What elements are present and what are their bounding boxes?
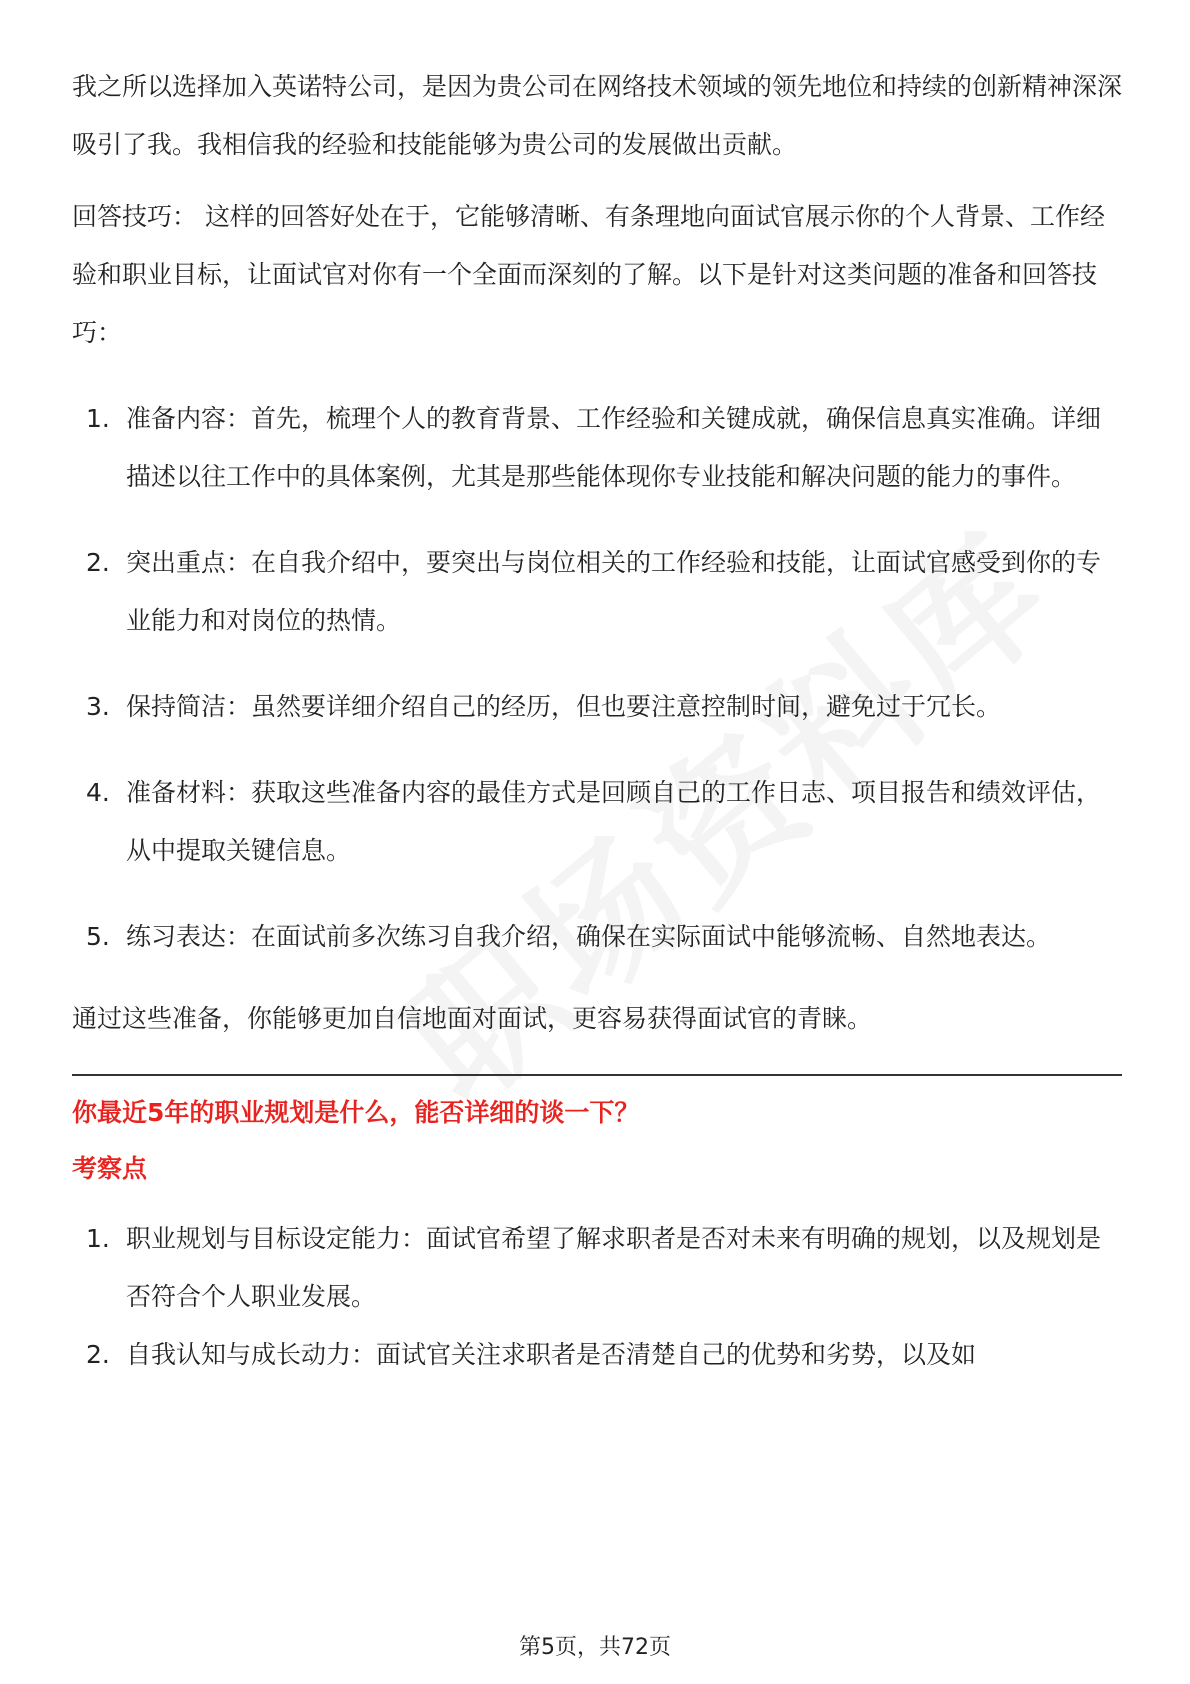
- closing-paragraph: 通过这些准备，你能够更加自信地面对面试，更容易获得面试官的青睐。: [72, 1004, 873, 1033]
- question-heading: 你最近5年的职业规划是什么，能否详细的谈一下？: [72, 1098, 640, 1127]
- list-item: [72, 390, 1122, 506]
- tips-list: [72, 390, 1122, 966]
- list-item-text: 保持简洁：虽然要详细介绍自己的经历，但也要注意控制时间，避免过于冗长。: [126, 692, 1002, 721]
- list-item: [72, 1210, 1122, 1326]
- list-item: [72, 534, 1122, 650]
- points-list: [72, 1210, 1122, 1384]
- list-number: 5.: [86, 922, 110, 951]
- page-footer: 第5页，共72页: [519, 1635, 671, 1660]
- section-label: 考察点: [72, 1154, 148, 1183]
- list-number: 2.: [86, 548, 110, 577]
- tips-paragraph: 回答技巧： 这样的回答好处在于，它能够清晰、有条理地向面试官展示你的个人背景、工作经验和职业目标，让面试官对你有一个全面而深刻的了解。以下是针对这类问题的准备和回答技巧：: [72, 202, 1105, 347]
- list-item-text: 准备材料：获取这些准备内容的最佳方式是回顾自己的工作日志、项目报告和绩效评估，从中提取关键信息。: [126, 778, 1102, 865]
- list-item-text: 自我认知与成长动力：面试官关注求职者是否清楚自己的优势和劣势，以及如: [126, 1340, 977, 1369]
- list-number: 1.: [86, 1224, 110, 1253]
- list-item-text: 准备内容：首先，梳理个人的教育背景、工作经验和关键成就，确保信息真实准确。详细描述以往工作中的具体案例，尤其是那些能体现你专业技能和解决问题的能力的事件。: [126, 404, 1102, 491]
- list-item-text: 突出重点：在自我介绍中，要突出与岗位相关的工作经验和技能，让面试官感受到你的专业能力和对岗位的热情。: [126, 548, 1102, 635]
- list-number: 1.: [86, 404, 110, 433]
- page-content: [72, 58, 1122, 1384]
- list-number: 2.: [86, 1340, 110, 1369]
- list-item: [72, 1326, 1122, 1384]
- list-number: 3.: [86, 692, 110, 721]
- list-item-text: 职业规划与目标设定能力：面试官希望了解求职者是否对未来有明确的规划，以及规划是否符合个人职业发展。: [126, 1224, 1102, 1311]
- list-item: [72, 764, 1122, 880]
- list-item-text: 练习表达：在面试前多次练习自我介绍，确保在实际面试中能够流畅、自然地表达。: [126, 922, 1052, 951]
- intro-paragraph: 我之所以选择加入英诺特公司，是因为贵公司在网络技术领域的领先地位和持续的创新精神深深吸引了我。我相信我的经验和技能能够为贵公司的发展做出贡献。: [72, 72, 1123, 159]
- section-divider: [72, 1074, 1122, 1076]
- list-item: [72, 908, 1122, 966]
- list-number: 4.: [86, 778, 110, 807]
- list-item: [72, 678, 1122, 736]
